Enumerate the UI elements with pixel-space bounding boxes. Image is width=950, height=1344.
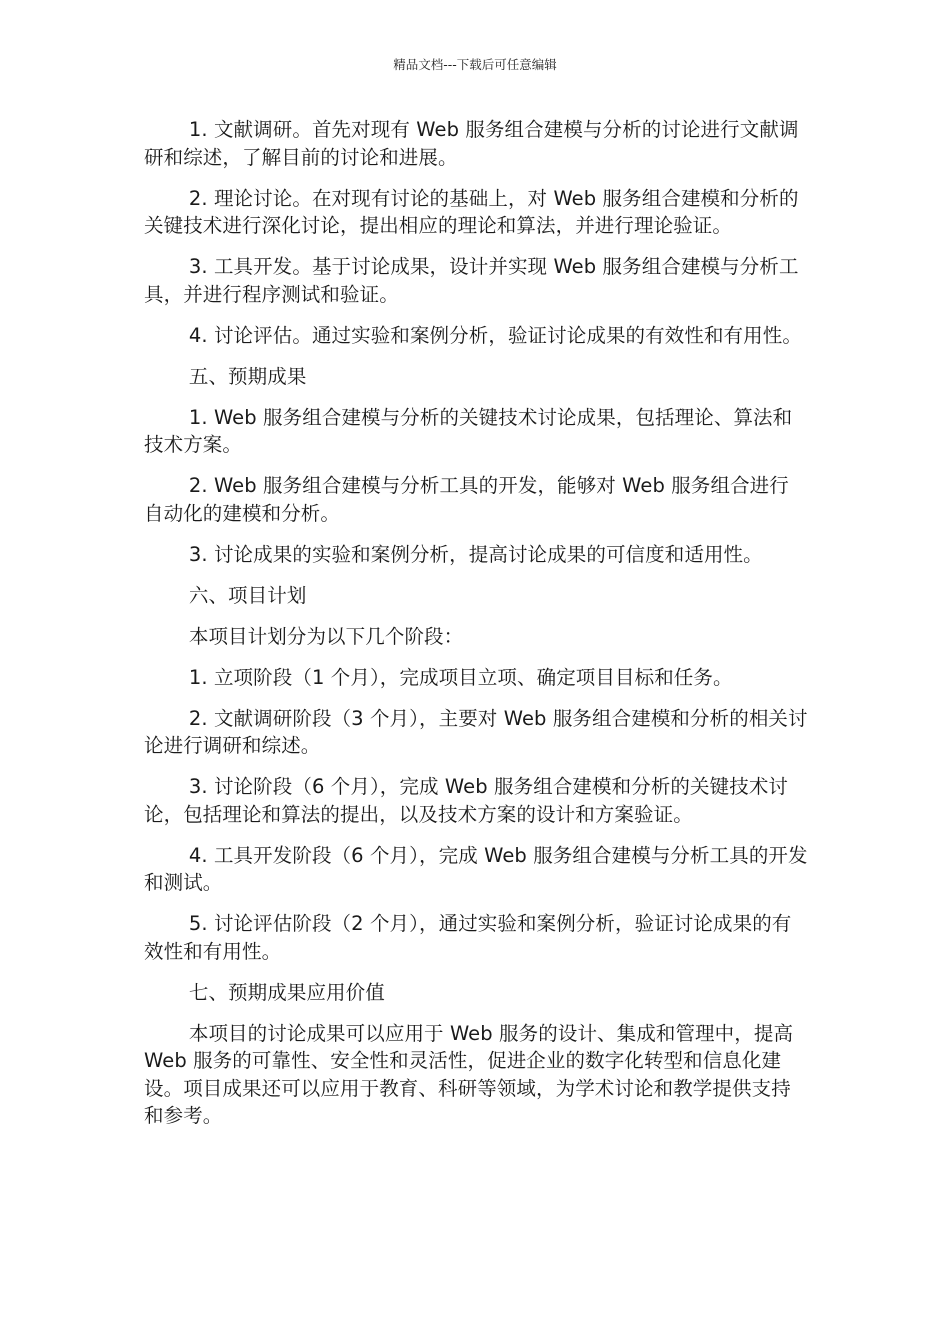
paragraph-application-value: 本项目的讨论成果可以应用于 Web 服务的设计、集成和管理中，提高 Web 服务的可靠性、安全性和灵活性，促进企业的数字化转型和信息化建设。项目成果还可以应用于教育、科研等领域，为学术讨论和教学提供支持和参考。	[144, 1021, 794, 1127]
paragraph-result-2: 2. Web 服务组合建模与分析工具的开发，能够对 Web 服务组合进行自动化的建模和分析。	[144, 474, 789, 525]
paragraph-method-4: 4. 讨论评估。通过实验和案例分析，验证讨论成果的有效性和有用性。	[188, 323, 802, 347]
section-heading-application-value: 七、预期成果应用价值	[188, 980, 385, 1004]
paragraph-method-2: 2. 理论讨论。在对现有讨论的基础上，对 Web 服务组合建模和分析的关键技术进行深化讨论，提出相应的理论和算法，并进行理论验证。	[144, 186, 799, 237]
page-header: 精品文档---下载后可任意编辑	[393, 57, 557, 72]
paragraph-result-1: 1. Web 服务组合建模与分析的关键技术讨论成果，包括理论、算法和技术方案。	[144, 405, 793, 456]
paragraph-plan-1: 1. 立项阶段（1 个月），完成项目立项、确定项目目标和任务。	[188, 665, 733, 689]
paragraph-result-3: 3. 讨论成果的实验和案例分析，提高讨论成果的可信度和适用性。	[188, 542, 763, 566]
paragraph-plan-5: 5. 讨论评估阶段（2 个月），通过实验和案例分析，验证讨论成果的有效性和有用性。	[144, 912, 792, 963]
paragraph-plan-4: 4. 工具开发阶段（6 个月），完成 Web 服务组合建模与分析工具的开发和测试。	[144, 843, 808, 894]
paragraph-plan-2: 2. 文献调研阶段（3 个月），主要对 Web 服务组合建模和分析的相关讨论进行调研和综述。	[144, 706, 808, 757]
section-heading-expected-results: 五、预期成果	[188, 364, 307, 388]
paragraph-method-1: 1. 文献调研。首先对现有 Web 服务组合建模与分析的讨论进行文献调研和综述，了解目前的讨论和进展。	[144, 118, 799, 169]
section-heading-project-plan: 六、项目计划	[188, 583, 307, 607]
paragraph-plan-3: 3. 讨论阶段（6 个月），完成 Web 服务组合建模和分析的关键技术讨论，包括理论和算法的提出，以及技术方案的设计和方案验证。	[144, 775, 789, 826]
paragraph-method-3: 3. 工具开发。基于讨论成果，设计并实现 Web 服务组合建模与分析工具，并进行程序测试和验证。	[144, 255, 799, 306]
document-body	[144, 116, 808, 1143]
paragraph-plan-intro: 本项目计划分为以下几个阶段：	[188, 624, 464, 648]
